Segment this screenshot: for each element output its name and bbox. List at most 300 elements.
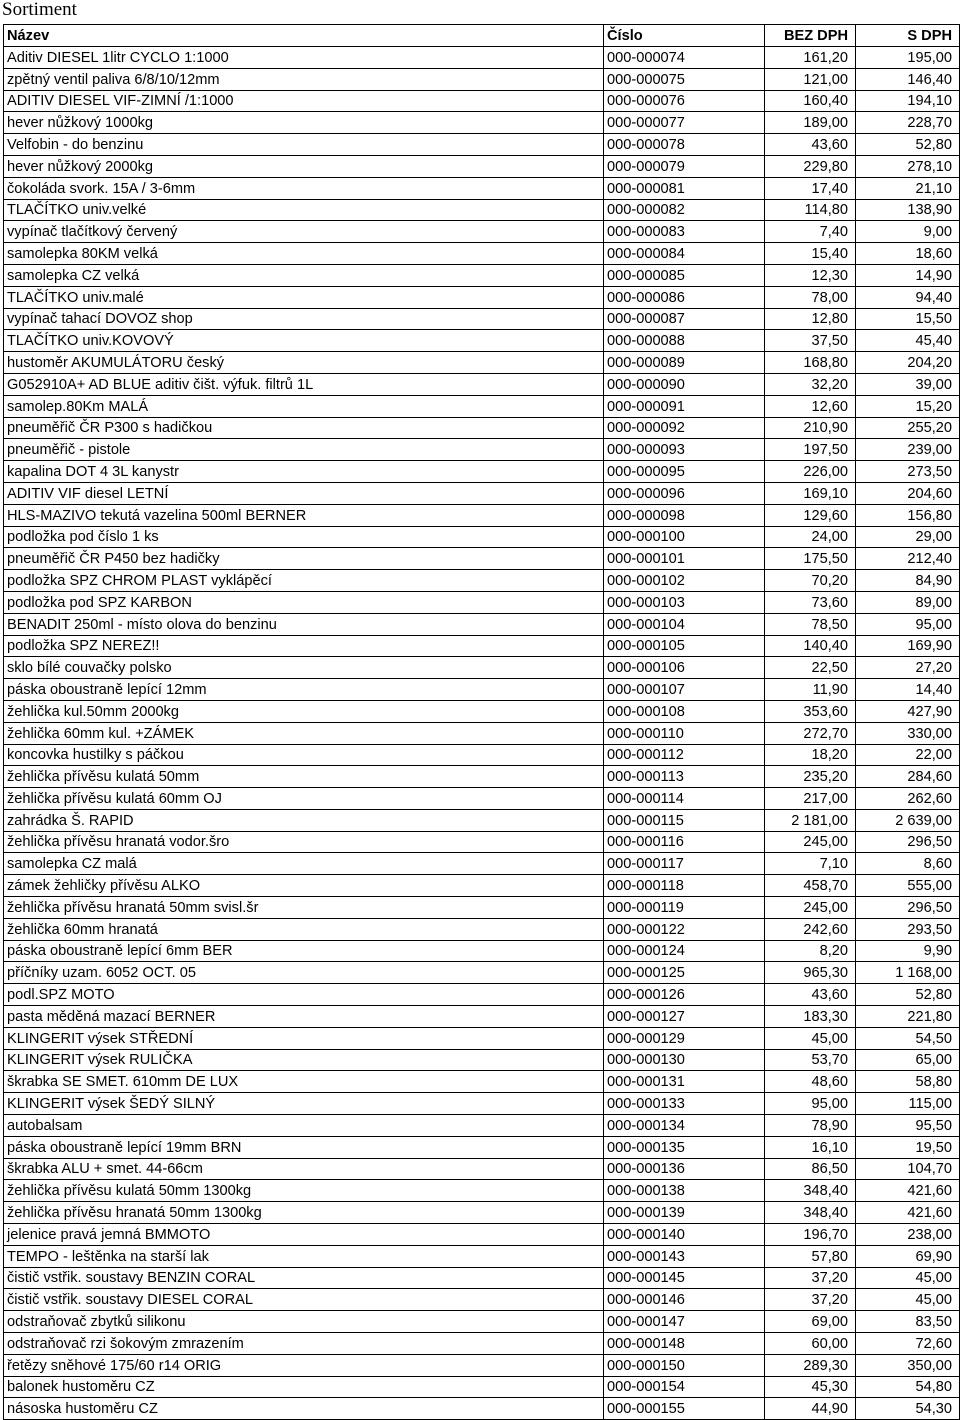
product-name-cell: žehlička přívěsu hranatá 50mm svisl.šr xyxy=(4,897,604,919)
product-number-cell: 000-000115 xyxy=(604,809,765,831)
product-name-cell: jelenice pravá jemná BMMOTO xyxy=(4,1224,604,1246)
product-number-cell: 000-000098 xyxy=(604,504,765,526)
table-row xyxy=(4,722,960,744)
price-with-vat-cell: 427,90 xyxy=(856,700,960,722)
price-with-vat-cell: 421,60 xyxy=(856,1202,960,1224)
product-name-cell: žehlička kul.50mm 2000kg xyxy=(4,700,604,722)
price-without-vat-cell: 965,30 xyxy=(765,962,856,984)
table-row xyxy=(4,1093,960,1115)
product-number-cell: 000-000092 xyxy=(604,417,765,439)
table-row xyxy=(4,1245,960,1267)
product-number-cell: 000-000129 xyxy=(604,1027,765,1049)
product-name-cell: ADITIV DIESEL VIF-ZIMNÍ /1:1000 xyxy=(4,90,604,112)
product-name-cell: ADITIV VIF diesel LETNÍ xyxy=(4,482,604,504)
price-without-vat-cell: 24,00 xyxy=(765,526,856,548)
product-number-cell: 000-000083 xyxy=(604,221,765,243)
price-without-vat-cell: 73,60 xyxy=(765,591,856,613)
product-number-cell: 000-000074 xyxy=(604,47,765,69)
table-header-row xyxy=(4,25,960,47)
price-with-vat-cell: 8,60 xyxy=(856,853,960,875)
price-with-vat-cell: 212,40 xyxy=(856,548,960,570)
product-name-cell: pasta měděná mazací BERNER xyxy=(4,1006,604,1028)
price-without-vat-cell: 121,00 xyxy=(765,68,856,90)
product-name-cell: TLAČÍTKO univ.velké xyxy=(4,199,604,221)
table-row xyxy=(4,853,960,875)
price-without-vat-cell: 44,90 xyxy=(765,1398,856,1420)
product-number-cell: 000-000101 xyxy=(604,548,765,570)
price-with-vat-cell: 296,50 xyxy=(856,897,960,919)
product-name-cell: podl.SPZ MOTO xyxy=(4,984,604,1006)
product-number-cell: 000-000112 xyxy=(604,744,765,766)
price-with-vat-cell: 14,40 xyxy=(856,679,960,701)
product-name-cell: páska oboustraně lepící 6mm BER xyxy=(4,940,604,962)
product-name-cell: násoska hustoměru CZ xyxy=(4,1398,604,1420)
product-number-cell: 000-000145 xyxy=(604,1267,765,1289)
table-row xyxy=(4,1398,960,1420)
product-number-cell: 000-000096 xyxy=(604,482,765,504)
price-without-vat-cell: 229,80 xyxy=(765,155,856,177)
table-row xyxy=(4,962,960,984)
product-name-cell: žehlička přívěsu hranatá vodor.šro xyxy=(4,831,604,853)
table-row xyxy=(4,68,960,90)
table-row xyxy=(4,1027,960,1049)
table-row xyxy=(4,504,960,526)
table-row xyxy=(4,439,960,461)
price-without-vat-cell: 53,70 xyxy=(765,1049,856,1071)
product-number-cell: 000-000088 xyxy=(604,330,765,352)
price-with-vat-cell: 54,80 xyxy=(856,1376,960,1398)
product-name-cell: podložka pod číslo 1 ks xyxy=(4,526,604,548)
price-with-vat-cell: 284,60 xyxy=(856,766,960,788)
price-without-vat-cell: 242,60 xyxy=(765,918,856,940)
product-name-cell: žehlička přívěsu kulatá 50mm 1300kg xyxy=(4,1180,604,1202)
table-row xyxy=(4,940,960,962)
price-without-vat-cell: 37,20 xyxy=(765,1289,856,1311)
column-header-number: Číslo xyxy=(604,25,765,47)
product-name-cell: BENADIT 250ml - místo olova do benzinu xyxy=(4,613,604,635)
product-name-cell: čistič vstřik. soustavy BENZIN CORAL xyxy=(4,1267,604,1289)
price-with-vat-cell: 22,00 xyxy=(856,744,960,766)
table-row xyxy=(4,657,960,679)
price-without-vat-cell: 32,20 xyxy=(765,373,856,395)
product-name-cell: hustoměr AKUMULÁTORU český xyxy=(4,352,604,374)
product-name-cell: žehlička přívěsu kulatá 60mm OJ xyxy=(4,788,604,810)
product-number-cell: 000-000077 xyxy=(604,112,765,134)
table-row xyxy=(4,177,960,199)
price-without-vat-cell: 60,00 xyxy=(765,1333,856,1355)
price-with-vat-cell: 421,60 xyxy=(856,1180,960,1202)
table-row xyxy=(4,221,960,243)
price-with-vat-cell: 169,90 xyxy=(856,635,960,657)
table-row xyxy=(4,1136,960,1158)
product-number-cell: 000-000105 xyxy=(604,635,765,657)
price-with-vat-cell: 238,00 xyxy=(856,1224,960,1246)
price-without-vat-cell: 16,10 xyxy=(765,1136,856,1158)
table-row xyxy=(4,1354,960,1376)
price-without-vat-cell: 17,40 xyxy=(765,177,856,199)
table-row xyxy=(4,461,960,483)
price-without-vat-cell: 78,90 xyxy=(765,1115,856,1137)
price-without-vat-cell: 210,90 xyxy=(765,417,856,439)
table-row xyxy=(4,1202,960,1224)
price-with-vat-cell: 104,70 xyxy=(856,1158,960,1180)
price-without-vat-cell: 245,00 xyxy=(765,831,856,853)
price-with-vat-cell: 221,80 xyxy=(856,1006,960,1028)
price-without-vat-cell: 168,80 xyxy=(765,352,856,374)
product-number-cell: 000-000138 xyxy=(604,1180,765,1202)
price-without-vat-cell: 353,60 xyxy=(765,700,856,722)
price-with-vat-cell: 2 639,00 xyxy=(856,809,960,831)
product-name-cell: řetězy sněhové 175/60 r14 ORIG xyxy=(4,1354,604,1376)
product-number-cell: 000-000147 xyxy=(604,1311,765,1333)
table-row xyxy=(4,809,960,831)
product-number-cell: 000-000130 xyxy=(604,1049,765,1071)
price-with-vat-cell: 204,60 xyxy=(856,482,960,504)
price-with-vat-cell: 255,20 xyxy=(856,417,960,439)
product-number-cell: 000-000086 xyxy=(604,286,765,308)
price-without-vat-cell: 160,40 xyxy=(765,90,856,112)
price-without-vat-cell: 86,50 xyxy=(765,1158,856,1180)
product-name-cell: čistič vstřik. soustavy DIESEL CORAL xyxy=(4,1289,604,1311)
product-name-cell: TLAČÍTKO univ.malé xyxy=(4,286,604,308)
table-row xyxy=(4,1115,960,1137)
product-name-cell: podložka SPZ CHROM PLAST vyklápěcí xyxy=(4,570,604,592)
product-name-cell: zámek žehličky přívěsu ALKO xyxy=(4,875,604,897)
table-row xyxy=(4,1049,960,1071)
product-name-cell: vypínač tahací DOVOZ shop xyxy=(4,308,604,330)
product-name-cell: vypínač tlačítkový červený xyxy=(4,221,604,243)
product-name-cell: KLINGERIT výsek ŠEDÝ SILNÝ xyxy=(4,1093,604,1115)
product-number-cell: 000-000087 xyxy=(604,308,765,330)
product-number-cell: 000-000119 xyxy=(604,897,765,919)
price-with-vat-cell: 29,00 xyxy=(856,526,960,548)
table-row xyxy=(4,286,960,308)
table-row xyxy=(4,243,960,265)
product-number-cell: 000-000134 xyxy=(604,1115,765,1137)
table-row xyxy=(4,766,960,788)
product-number-cell: 000-000104 xyxy=(604,613,765,635)
price-with-vat-cell: 72,60 xyxy=(856,1333,960,1355)
price-without-vat-cell: 129,60 xyxy=(765,504,856,526)
product-number-cell: 000-000133 xyxy=(604,1093,765,1115)
table-row xyxy=(4,395,960,417)
price-with-vat-cell: 14,90 xyxy=(856,264,960,286)
product-number-cell: 000-000100 xyxy=(604,526,765,548)
table-row xyxy=(4,134,960,156)
table-row xyxy=(4,1158,960,1180)
price-without-vat-cell: 43,60 xyxy=(765,134,856,156)
price-with-vat-cell: 39,00 xyxy=(856,373,960,395)
price-without-vat-cell: 11,90 xyxy=(765,679,856,701)
product-number-cell: 000-000079 xyxy=(604,155,765,177)
product-name-cell: pneuměřič ČR P300 s hadičkou xyxy=(4,417,604,439)
price-without-vat-cell: 226,00 xyxy=(765,461,856,483)
product-number-cell: 000-000091 xyxy=(604,395,765,417)
price-without-vat-cell: 70,20 xyxy=(765,570,856,592)
table-row xyxy=(4,90,960,112)
price-without-vat-cell: 2 181,00 xyxy=(765,809,856,831)
table-row xyxy=(4,373,960,395)
price-with-vat-cell: 89,00 xyxy=(856,591,960,613)
price-with-vat-cell: 555,00 xyxy=(856,875,960,897)
product-number-cell: 000-000154 xyxy=(604,1376,765,1398)
price-with-vat-cell: 54,30 xyxy=(856,1398,960,1420)
table-row xyxy=(4,352,960,374)
price-without-vat-cell: 15,40 xyxy=(765,243,856,265)
price-with-vat-cell: 69,90 xyxy=(856,1245,960,1267)
product-name-cell: autobalsam xyxy=(4,1115,604,1137)
price-without-vat-cell: 272,70 xyxy=(765,722,856,744)
price-without-vat-cell: 245,00 xyxy=(765,897,856,919)
product-name-cell: hever nůžkový 1000kg xyxy=(4,112,604,134)
product-name-cell: samolep.80Km MALÁ xyxy=(4,395,604,417)
product-number-cell: 000-000135 xyxy=(604,1136,765,1158)
price-with-vat-cell: 9,00 xyxy=(856,221,960,243)
price-without-vat-cell: 140,40 xyxy=(765,635,856,657)
price-with-vat-cell: 45,00 xyxy=(856,1267,960,1289)
table-row xyxy=(4,1224,960,1246)
price-with-vat-cell: 45,00 xyxy=(856,1289,960,1311)
table-row xyxy=(4,679,960,701)
price-without-vat-cell: 69,00 xyxy=(765,1311,856,1333)
product-name-cell: Aditiv DIESEL 1litr CYCLO 1:1000 xyxy=(4,47,604,69)
price-with-vat-cell: 115,00 xyxy=(856,1093,960,1115)
product-table xyxy=(3,24,960,1420)
product-number-cell: 000-000122 xyxy=(604,918,765,940)
product-number-cell: 000-000108 xyxy=(604,700,765,722)
price-with-vat-cell: 296,50 xyxy=(856,831,960,853)
product-name-cell: odstraňovač rzi šokovým zmrazením xyxy=(4,1333,604,1355)
table-row xyxy=(4,1006,960,1028)
product-name-cell: samolepka CZ velká xyxy=(4,264,604,286)
product-number-cell: 000-000082 xyxy=(604,199,765,221)
price-without-vat-cell: 458,70 xyxy=(765,875,856,897)
table-row xyxy=(4,1376,960,1398)
product-number-cell: 000-000124 xyxy=(604,940,765,962)
product-name-cell: odstraňovač zbytků silikonu xyxy=(4,1311,604,1333)
product-number-cell: 000-000118 xyxy=(604,875,765,897)
product-name-cell: samolepka 80KM velká xyxy=(4,243,604,265)
price-with-vat-cell: 138,90 xyxy=(856,199,960,221)
product-number-cell: 000-000106 xyxy=(604,657,765,679)
price-with-vat-cell: 95,50 xyxy=(856,1115,960,1137)
price-with-vat-cell: 204,20 xyxy=(856,352,960,374)
price-with-vat-cell: 84,90 xyxy=(856,570,960,592)
product-number-cell: 000-000139 xyxy=(604,1202,765,1224)
table-row xyxy=(4,264,960,286)
table-row xyxy=(4,613,960,635)
table-row xyxy=(4,199,960,221)
price-with-vat-cell: 52,80 xyxy=(856,134,960,156)
price-without-vat-cell: 48,60 xyxy=(765,1071,856,1093)
product-number-cell: 000-000125 xyxy=(604,962,765,984)
price-without-vat-cell: 289,30 xyxy=(765,1354,856,1376)
price-without-vat-cell: 348,40 xyxy=(765,1180,856,1202)
price-without-vat-cell: 37,20 xyxy=(765,1267,856,1289)
price-without-vat-cell: 22,50 xyxy=(765,657,856,679)
product-number-cell: 000-000081 xyxy=(604,177,765,199)
price-with-vat-cell: 195,00 xyxy=(856,47,960,69)
price-with-vat-cell: 1 168,00 xyxy=(856,962,960,984)
column-header-bez-dph: BEZ DPH xyxy=(765,25,856,47)
price-with-vat-cell: 350,00 xyxy=(856,1354,960,1376)
price-without-vat-cell: 95,00 xyxy=(765,1093,856,1115)
table-row xyxy=(4,308,960,330)
price-with-vat-cell: 52,80 xyxy=(856,984,960,1006)
product-name-cell: žehlička 60mm hranatá xyxy=(4,918,604,940)
table-row xyxy=(4,897,960,919)
table-row xyxy=(4,788,960,810)
price-with-vat-cell: 45,40 xyxy=(856,330,960,352)
product-number-cell: 000-000140 xyxy=(604,1224,765,1246)
product-name-cell: podložka pod SPZ KARBON xyxy=(4,591,604,613)
product-name-cell: čokoláda svork. 15A / 3-6mm xyxy=(4,177,604,199)
price-without-vat-cell: 175,50 xyxy=(765,548,856,570)
price-without-vat-cell: 78,50 xyxy=(765,613,856,635)
product-name-cell: KLINGERIT výsek RULIČKA xyxy=(4,1049,604,1071)
price-with-vat-cell: 94,40 xyxy=(856,286,960,308)
product-number-cell: 000-000127 xyxy=(604,1006,765,1028)
price-with-vat-cell: 239,00 xyxy=(856,439,960,461)
product-number-cell: 000-000150 xyxy=(604,1354,765,1376)
price-without-vat-cell: 12,80 xyxy=(765,308,856,330)
product-number-cell: 000-000085 xyxy=(604,264,765,286)
price-without-vat-cell: 8,20 xyxy=(765,940,856,962)
product-name-cell: páska oboustraně lepící 12mm xyxy=(4,679,604,701)
product-name-cell: žehlička přívěsu kulatá 50mm xyxy=(4,766,604,788)
price-with-vat-cell: 330,00 xyxy=(856,722,960,744)
price-with-vat-cell: 15,20 xyxy=(856,395,960,417)
price-without-vat-cell: 197,50 xyxy=(765,439,856,461)
table-row xyxy=(4,875,960,897)
price-with-vat-cell: 262,60 xyxy=(856,788,960,810)
price-without-vat-cell: 189,00 xyxy=(765,112,856,134)
price-without-vat-cell: 7,40 xyxy=(765,221,856,243)
product-name-cell: žehlička 60mm kul. +ZÁMEK xyxy=(4,722,604,744)
table-row xyxy=(4,112,960,134)
price-without-vat-cell: 114,80 xyxy=(765,199,856,221)
product-number-cell: 000-000078 xyxy=(604,134,765,156)
table-body xyxy=(4,47,960,1420)
product-number-cell: 000-000155 xyxy=(604,1398,765,1420)
product-number-cell: 000-000148 xyxy=(604,1333,765,1355)
product-name-cell: škrabka ALU + smet. 44-66cm xyxy=(4,1158,604,1180)
product-number-cell: 000-000095 xyxy=(604,461,765,483)
product-number-cell: 000-000107 xyxy=(604,679,765,701)
product-number-cell: 000-000131 xyxy=(604,1071,765,1093)
product-name-cell: G052910A+ AD BLUE aditiv čišt. výfuk. filtrů 1L xyxy=(4,373,604,395)
product-name-cell: kapalina DOT 4 3L kanystr xyxy=(4,461,604,483)
price-without-vat-cell: 78,00 xyxy=(765,286,856,308)
column-header-s-dph: S DPH xyxy=(856,25,960,47)
price-with-vat-cell: 293,50 xyxy=(856,918,960,940)
product-name-cell: samolepka CZ malá xyxy=(4,853,604,875)
product-number-cell: 000-000116 xyxy=(604,831,765,853)
price-without-vat-cell: 12,30 xyxy=(765,264,856,286)
price-without-vat-cell: 18,20 xyxy=(765,744,856,766)
product-number-cell: 000-000136 xyxy=(604,1158,765,1180)
price-without-vat-cell: 183,30 xyxy=(765,1006,856,1028)
product-number-cell: 000-000076 xyxy=(604,90,765,112)
price-with-vat-cell: 95,00 xyxy=(856,613,960,635)
product-number-cell: 000-000093 xyxy=(604,439,765,461)
price-without-vat-cell: 161,20 xyxy=(765,47,856,69)
product-number-cell: 000-000075 xyxy=(604,68,765,90)
product-name-cell: zahrádka Š. RAPID xyxy=(4,809,604,831)
product-name-cell: podložka SPZ NEREZ!! xyxy=(4,635,604,657)
price-with-vat-cell: 15,50 xyxy=(856,308,960,330)
product-name-cell: TLAČÍTKO univ.KOVOVÝ xyxy=(4,330,604,352)
table-row xyxy=(4,1180,960,1202)
product-name-cell: HLS-MAZIVO tekutá vazelina 500ml BERNER xyxy=(4,504,604,526)
price-with-vat-cell: 194,10 xyxy=(856,90,960,112)
product-name-cell: koncovka hustilky s páčkou xyxy=(4,744,604,766)
table-row xyxy=(4,417,960,439)
product-number-cell: 000-000089 xyxy=(604,352,765,374)
product-name-cell: KLINGERIT výsek STŘEDNÍ xyxy=(4,1027,604,1049)
price-without-vat-cell: 45,00 xyxy=(765,1027,856,1049)
product-number-cell: 000-000090 xyxy=(604,373,765,395)
price-with-vat-cell: 19,50 xyxy=(856,1136,960,1158)
price-without-vat-cell: 45,30 xyxy=(765,1376,856,1398)
product-number-cell: 000-000084 xyxy=(604,243,765,265)
price-with-vat-cell: 156,80 xyxy=(856,504,960,526)
product-name-cell: TEMPO - leštěnka na starší lak xyxy=(4,1245,604,1267)
table-row xyxy=(4,700,960,722)
price-with-vat-cell: 27,20 xyxy=(856,657,960,679)
table-row xyxy=(4,570,960,592)
table-row xyxy=(4,635,960,657)
price-with-vat-cell: 9,90 xyxy=(856,940,960,962)
column-header-name: Název xyxy=(4,25,604,47)
table-row xyxy=(4,526,960,548)
product-number-cell: 000-000143 xyxy=(604,1245,765,1267)
price-with-vat-cell: 65,00 xyxy=(856,1049,960,1071)
table-row xyxy=(4,155,960,177)
price-with-vat-cell: 18,60 xyxy=(856,243,960,265)
table-row xyxy=(4,1267,960,1289)
price-without-vat-cell: 235,20 xyxy=(765,766,856,788)
product-name-cell: hever nůžkový 2000kg xyxy=(4,155,604,177)
product-name-cell: balonek hustoměru CZ xyxy=(4,1376,604,1398)
price-without-vat-cell: 57,80 xyxy=(765,1245,856,1267)
price-with-vat-cell: 228,70 xyxy=(856,112,960,134)
product-name-cell: pneuměřič - pistole xyxy=(4,439,604,461)
product-name-cell: příčníky uzam. 6052 OCT. 05 xyxy=(4,962,604,984)
table-row xyxy=(4,918,960,940)
table-row xyxy=(4,831,960,853)
table-row xyxy=(4,330,960,352)
product-number-cell: 000-000110 xyxy=(604,722,765,744)
product-number-cell: 000-000113 xyxy=(604,766,765,788)
price-with-vat-cell: 58,80 xyxy=(856,1071,960,1093)
price-without-vat-cell: 196,70 xyxy=(765,1224,856,1246)
table-row xyxy=(4,548,960,570)
product-name-cell: páska oboustraně lepící 19mm BRN xyxy=(4,1136,604,1158)
table-row xyxy=(4,1071,960,1093)
product-name-cell: Velfobin - do benzinu xyxy=(4,134,604,156)
price-without-vat-cell: 217,00 xyxy=(765,788,856,810)
table-row xyxy=(4,1289,960,1311)
table-row xyxy=(4,984,960,1006)
table-row xyxy=(4,1311,960,1333)
price-without-vat-cell: 7,10 xyxy=(765,853,856,875)
product-name-cell: pneuměřič ČR P450 bez hadičky xyxy=(4,548,604,570)
document-title: Sortiment xyxy=(2,0,77,20)
price-with-vat-cell: 83,50 xyxy=(856,1311,960,1333)
product-number-cell: 000-000102 xyxy=(604,570,765,592)
price-with-vat-cell: 146,40 xyxy=(856,68,960,90)
